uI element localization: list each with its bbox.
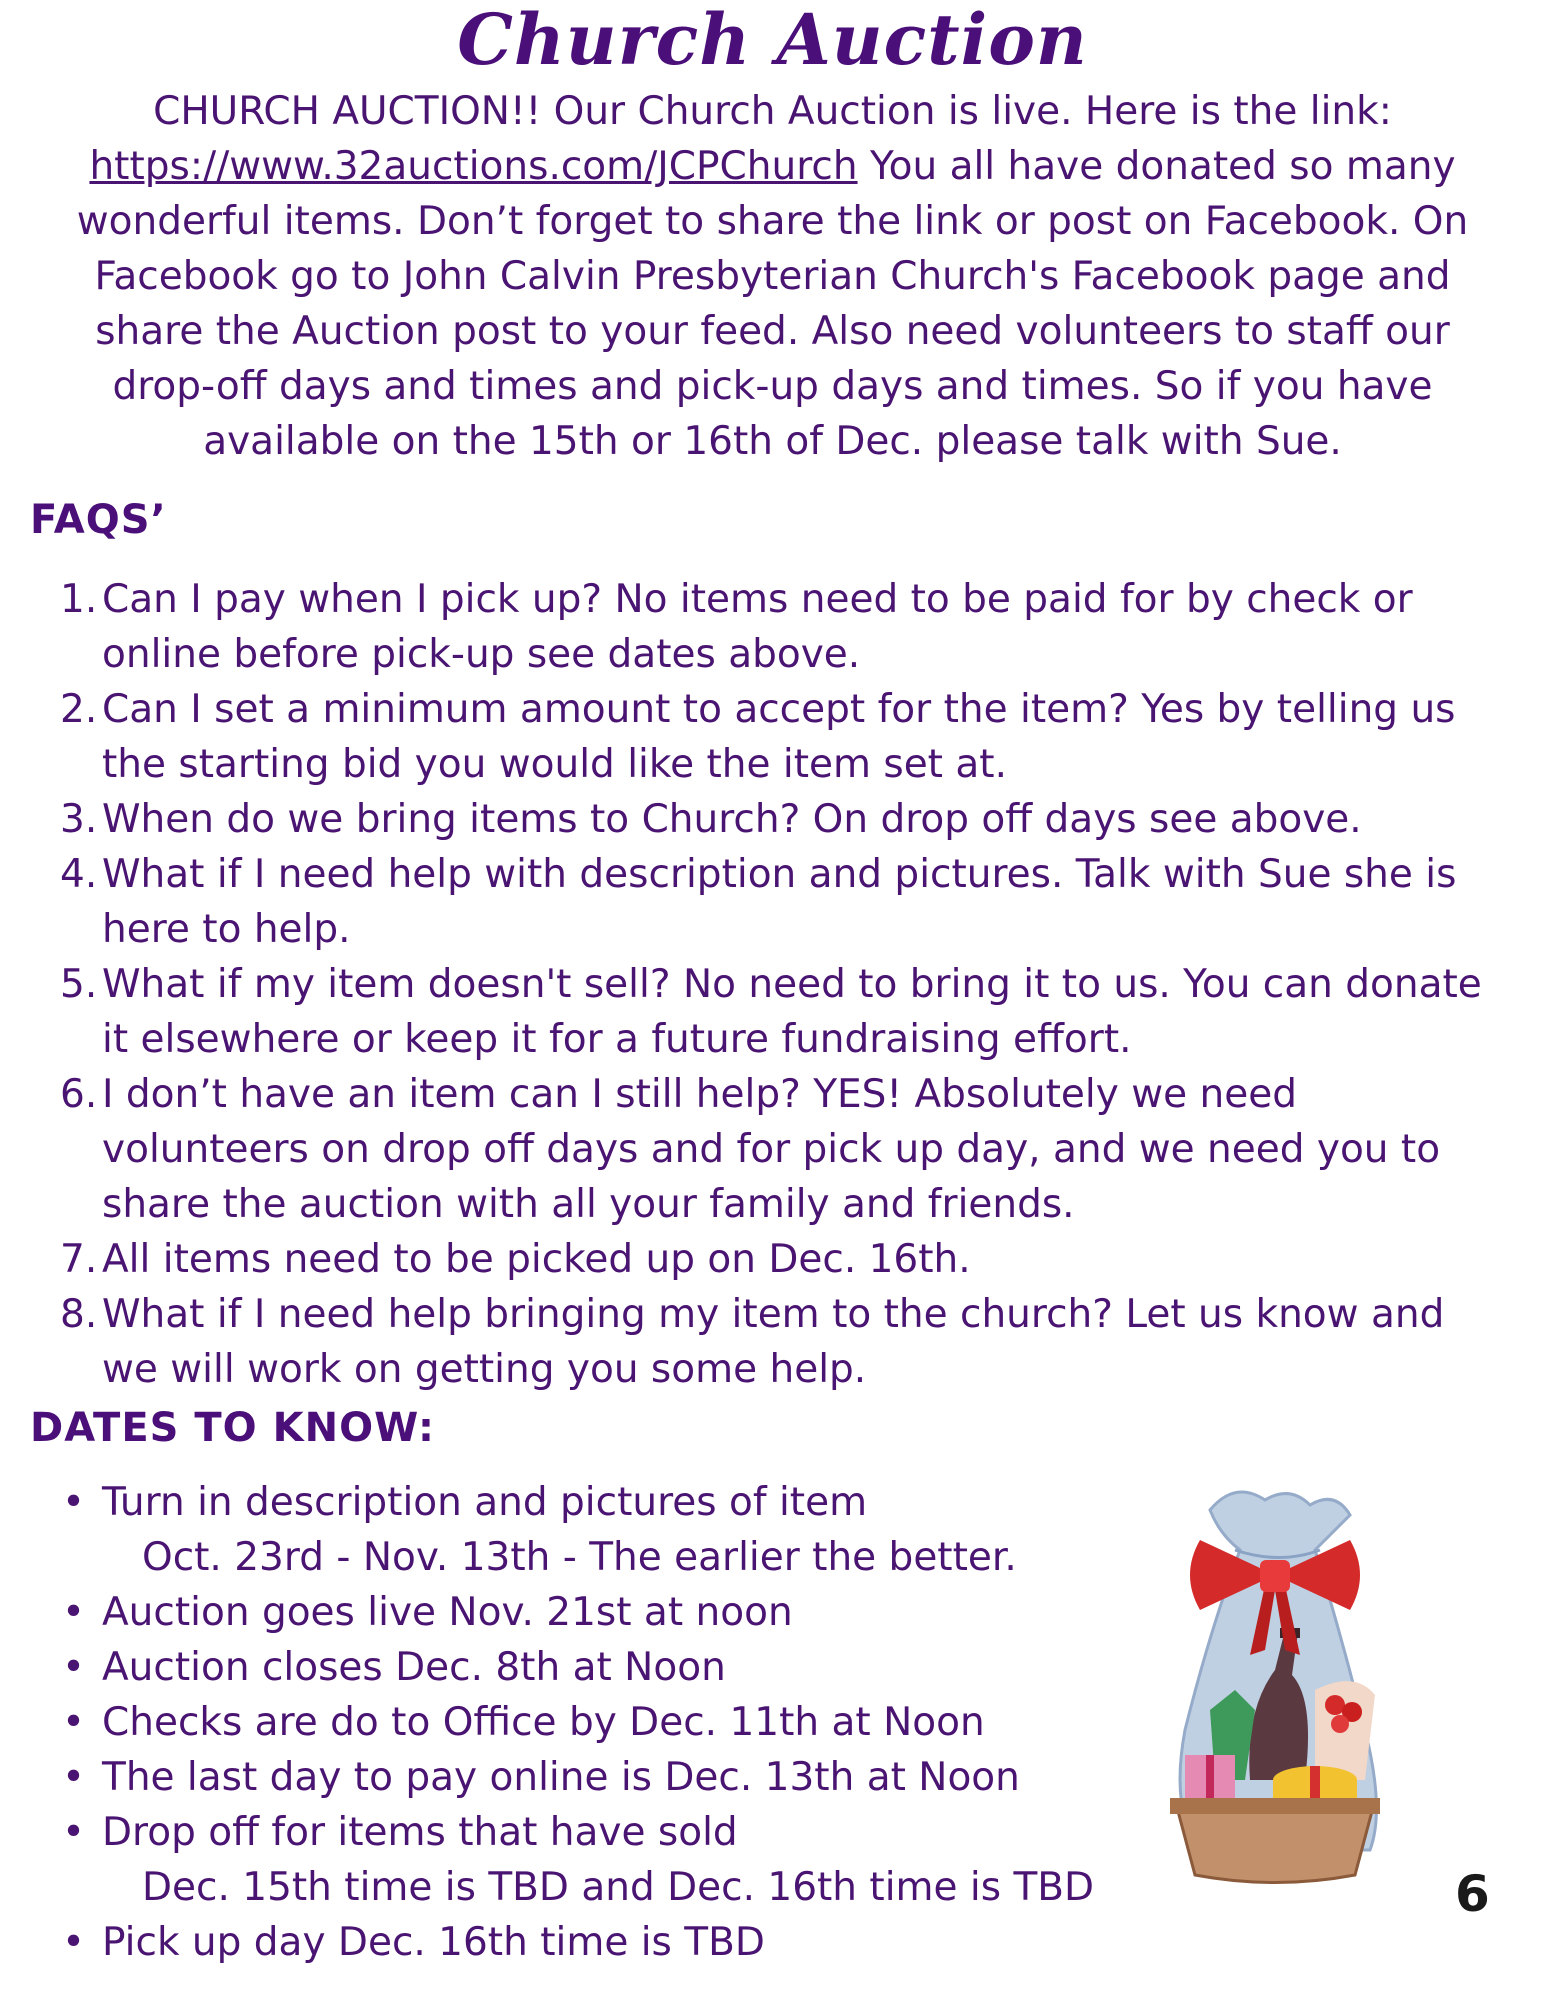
bullet-icon: •: [62, 1920, 86, 1965]
date-item-text: The last day to pay online is Dec. 13th at Noon: [102, 1755, 1020, 1800]
date-item-text: Auction goes live Nov. 21st at noon: [102, 1590, 793, 1635]
date-item: [60, 1805, 1120, 1915]
date-item: [60, 1750, 1120, 1805]
faq-item-text: I don’t have an item can I still help? YES! Absolutely we need volunteers on drop off days and for pick up day, and we need you to share the auction with all your family and friends.: [102, 1072, 1441, 1227]
faq-item: [60, 1232, 1500, 1287]
date-item: [60, 1475, 1120, 1585]
faq-item-text: All items need to be picked up on Dec. 16th.: [102, 1237, 971, 1282]
faq-item-text: What if I need help with description and pictures. Talk with Sue she is here to help.: [102, 852, 1457, 952]
dates-list: [60, 1475, 1120, 1970]
faq-item-number: 8.: [60, 1292, 98, 1337]
date-item: [60, 1585, 1120, 1640]
faq-item-number: 4.: [60, 852, 98, 897]
faq-item: [60, 1287, 1500, 1397]
bullet-icon: •: [62, 1810, 86, 1855]
date-item: [60, 1695, 1120, 1750]
faq-item-text: Can I set a minimum amount to accept for the item? Yes by telling us the starting bid you would like the item set at.: [102, 687, 1456, 787]
bullet-icon: •: [62, 1590, 86, 1635]
faq-item: [60, 572, 1500, 682]
gift-basket-icon: [1140, 1480, 1410, 1900]
faq-heading: FAQS’: [30, 497, 167, 543]
date-item-text: Pick up day Dec. 16th time is TBD: [102, 1920, 765, 1965]
date-item-subtext: Dec. 15th time is TBD and Dec. 16th time is TBD: [142, 1865, 1095, 1910]
faq-item-text: When do we bring items to Church? On drop off days see above.: [102, 797, 1362, 842]
faq-list: [60, 572, 1500, 1397]
faq-item: [60, 1067, 1500, 1232]
date-item-text: Turn in description and pictures of item: [102, 1480, 868, 1525]
date-item: [60, 1640, 1120, 1695]
intro-text-before: CHURCH AUCTION!! Our Church Auction is live. Here is the link:: [153, 89, 1392, 134]
faq-item: [60, 957, 1500, 1067]
bullet-icon: •: [62, 1480, 86, 1525]
bullet-icon: •: [62, 1700, 86, 1745]
page-number: 6: [1455, 1865, 1490, 1923]
faq-item-text: Can I pay when I pick up? No items need to be paid for by check or online before pick-up see dates above.: [102, 577, 1413, 677]
faq-item-number: 3.: [60, 797, 98, 842]
bullet-icon: •: [62, 1755, 86, 1800]
faq-item-number: 6.: [60, 1072, 98, 1117]
bullet-icon: •: [62, 1645, 86, 1690]
faq-item-number: 1.: [60, 577, 98, 622]
date-item-text: Auction closes Dec. 8th at Noon: [102, 1645, 726, 1690]
faq-item-number: 7.: [60, 1237, 98, 1282]
faq-item: [60, 792, 1500, 847]
auction-link[interactable]: https://www.32auctions.com/JCPChurch: [89, 144, 858, 189]
faq-item: [60, 682, 1500, 792]
date-item-text: Checks are do to Office by Dec. 11th at Noon: [102, 1700, 985, 1745]
date-item-text: Drop off for items that have sold: [102, 1810, 738, 1855]
intro-paragraph: [40, 84, 1505, 469]
faq-item: [60, 847, 1500, 957]
dates-heading: DATES TO KNOW:: [30, 1405, 435, 1451]
faq-item-text: What if my item doesn't sell? No need to bring it to us. You can donate it elsewhere or keep it for a future fundraising effort.: [102, 962, 1482, 1062]
faq-item-number: 5.: [60, 962, 98, 1007]
page-title: Church Auction: [457, 0, 1088, 81]
faq-item-number: 2.: [60, 687, 98, 732]
date-item: [60, 1915, 1120, 1970]
date-item-subtext: Oct. 23rd - Nov. 13th - The earlier the better.: [142, 1535, 1017, 1580]
faq-item-text: What if I need help bringing my item to the church? Let us know and we will work on getting you some help.: [102, 1292, 1445, 1392]
intro-text-after: You all have donated so many wonderful items. Don’t forget to share the link or post on Facebook. On Facebook go to John Calvin Presbyterian Church's Facebook page and share the Auction post to your feed. Also need volunteers to staff our drop-off days and times and pick-up days and times. So if you have available on the 15th or 16th of Dec. please talk with Sue.: [76, 144, 1469, 464]
